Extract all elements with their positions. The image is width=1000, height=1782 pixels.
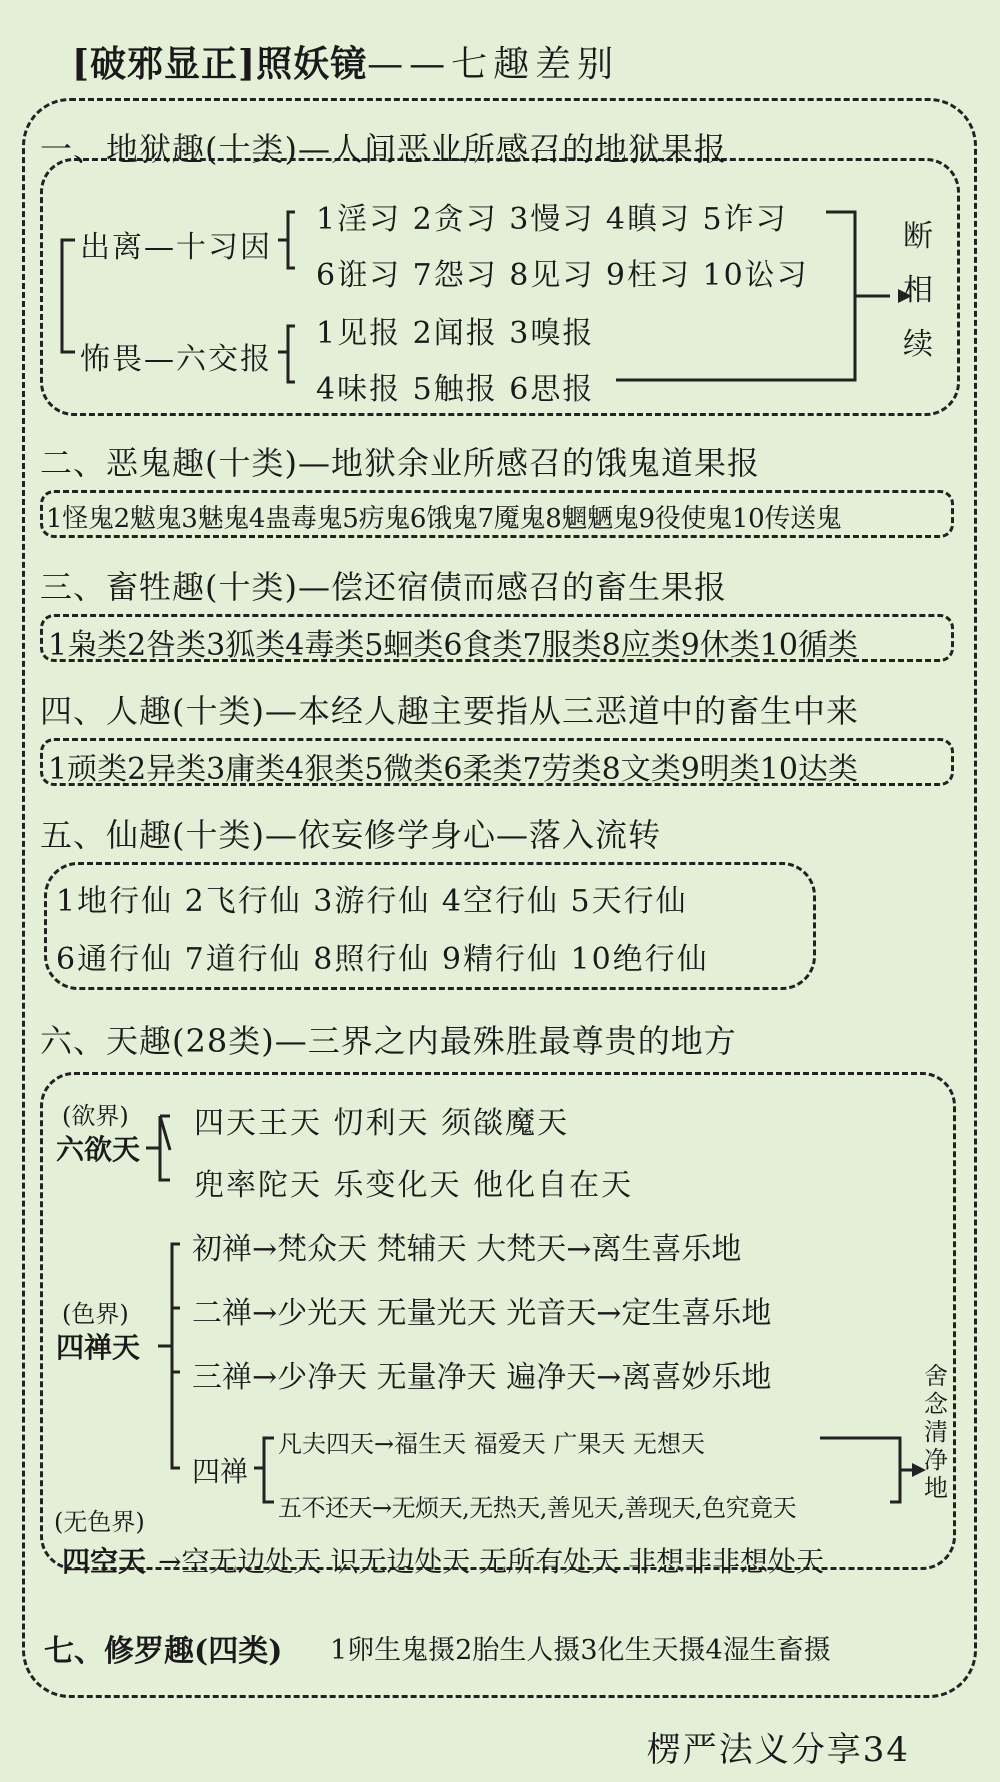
ten-causes-label: 出离—十习因 [80,230,272,265]
ten-causes-row1: 1淫习 2贪习 3慢习 4瞋习 5诈习 [316,202,788,237]
title-sub: ——七趣差别 [367,44,620,85]
animal-heading: 三、畜牲趣(十类)—偿还宿债而感召的畜生果报 [40,568,727,606]
dhyana4-label: 四禅 [192,1455,249,1488]
title-main: [破邪显正]照妖镜 [72,43,368,85]
animal-list: 1枭类2咎类3狐类4毒类5蛔类6食类7服类8应类9休类10循类 [48,628,858,663]
desire-row2: 兜率陀天 乐变化天 他化自在天 [194,1168,634,1203]
immortal-row2: 6通行仙 7道行仙 8照行仙 9精行仙 10绝行仙 [56,942,709,977]
desire-row1: 四天王天 忉利天 须燄魔天 [194,1106,570,1141]
human-list: 1顽类2异类3庸类4狠类5微类6柔类7劳类8文类9明类10达类 [48,752,858,787]
four-dhyana-heavens: 四禅天 [56,1331,141,1364]
footer-caption: 楞严法义分享34 [646,1730,910,1770]
pure-equanimity-result [922,1362,950,1502]
dhyana3-row: 三禅→少净天 无量净天 遍净天→离喜妙乐地 [192,1360,772,1395]
hell-heading: 一、地狱趣(十类)—人间恶业所感召的地狱果报 [40,130,727,168]
asura-list: 1卵生鬼摄2胎生人摄3化生天摄4湿生畜摄 [330,1635,831,1666]
six-retributions-row2: 4味报 5触报 6思报 [316,372,595,407]
result-char: 舍 [924,1362,948,1390]
result-char: 净 [924,1446,948,1474]
asura-heading: 七、修罗趣(四类) [44,1634,283,1669]
ghost-list: 1怪鬼2魃鬼3魅鬼4蛊毒鬼5疠鬼6饿鬼7魇鬼8魍魉鬼9役使鬼10传送鬼 [46,504,842,534]
immortal-heading: 五、仙趣(十类)—依妄修学身心—落入流转 [40,816,661,854]
formless-realm-label: (无色界) [54,1508,145,1536]
six-desire-heavens: 六欲天 [56,1133,141,1166]
heaven-heading: 六、天趣(28类)—三界之内最殊胜最尊贵的地方 [40,1022,737,1060]
result-char: 断 [903,219,933,254]
dhyana4-row2: 五不还天→无烦天,无热天,善见天,善现天,色究竟天 [278,1494,797,1522]
result-char: 地 [924,1474,948,1502]
result-char: 清 [924,1418,948,1446]
result-char: 续 [903,327,933,362]
dhyana1-row: 初禅→梵众天 梵辅天 大梵天→离生喜乐地 [192,1232,742,1267]
four-empty-heavens: 四空天 [62,1545,147,1578]
dhyana2-row: 二禅→少光天 无量光天 光音天→定生喜乐地 [192,1296,772,1331]
result-char: 念 [924,1390,948,1418]
form-realm-label: (色界) [62,1300,129,1328]
six-retributions-row1: 1见报 2闻报 3嗅报 [316,316,595,351]
desire-realm-label: (欲界) [62,1102,129,1130]
ghost-heading: 二、恶鬼趣(十类)—地狱余业所感召的饿鬼道果报 [40,444,760,482]
immortal-row1: 1地行仙 2飞行仙 3游行仙 4空行仙 5天行仙 [56,884,688,919]
ten-causes-row2: 6诳习 7怨习 8见习 9枉习 10讼习 [316,258,809,293]
result-char: 相 [903,273,933,308]
six-retributions-label: 怖畏—六交报 [80,342,272,377]
dhyana4-row1: 凡夫四天→福生天 福爱天 广果天 无想天 [278,1430,705,1458]
formless-row: →空无边处天 识无边处天 无所有处天 非想非非想处天 [158,1545,825,1578]
cut-continuity-result [900,210,936,372]
human-heading: 四、人趣(十类)—本经人趣主要指从三恶道中的畜生中来 [40,692,859,730]
